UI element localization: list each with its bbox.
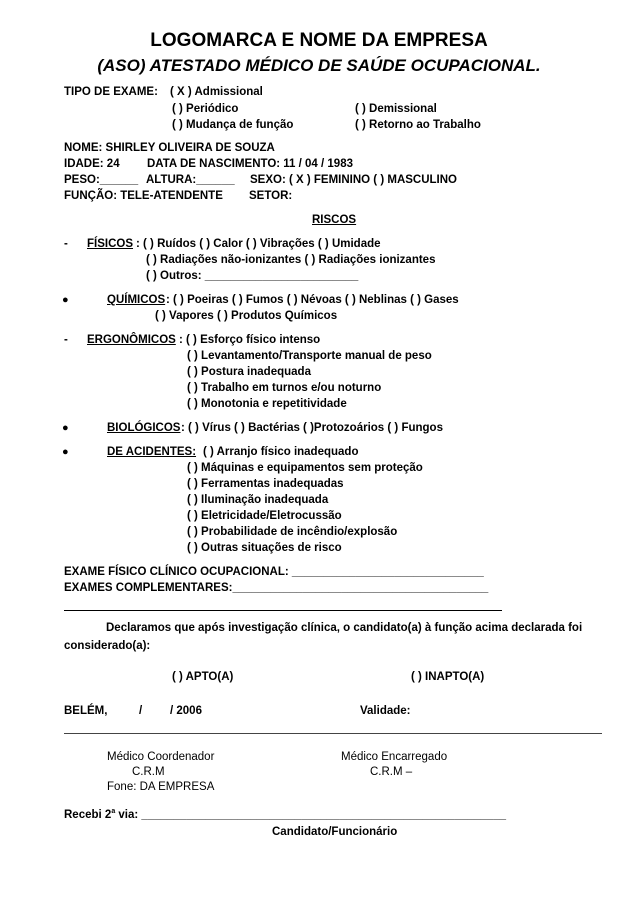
signature-divider (64, 733, 602, 734)
acidentes-item[interactable]: ( ) Máquinas e equipamentos sem proteção (187, 462, 423, 474)
declaration-line-1: Declaramos que após investigação clínica, o candidato(a) à função acima declarada foi (106, 622, 583, 634)
person-sex[interactable]: SEXO: ( X ) FEMININO ( ) MASCULINO (250, 174, 457, 186)
exam-type-label: TIPO DE EXAME: (64, 86, 158, 98)
acidentes-item[interactable]: ( ) Eletricidade/Eletrocussão (187, 510, 342, 522)
person-height-field[interactable]: ALTURA:______ (146, 174, 235, 186)
exam-type-mudanca[interactable]: ( ) Mudança de função (172, 119, 294, 131)
person-sector: SETOR: (249, 190, 293, 202)
receipt-field[interactable] (64, 808, 506, 823)
coordinator-title: Médico Coordenador (107, 751, 215, 763)
acidentes-item[interactable]: ( ) Outras situações de risco (187, 542, 342, 554)
receipt-superscript: a (111, 808, 116, 815)
biologicos-bullet-icon: ● (62, 422, 69, 434)
exam-type-retorno[interactable]: ( ) Retorno ao Trabalho (355, 119, 481, 131)
place-city: BELÉM, (64, 705, 108, 717)
ergonomicos-item[interactable]: ( ) Monotonia e repetitividade (187, 398, 347, 410)
validade-label: Validade: (360, 705, 411, 717)
acidentes-item[interactable]: ( ) Arranjo físico inadequado (203, 446, 359, 458)
date-day-separator: / (139, 705, 143, 717)
acidentes-item[interactable]: ( ) Probabilidade de incêndio/explosão (187, 526, 398, 538)
result-inapto[interactable]: ( ) INAPTO(A) (411, 671, 485, 683)
biologicos-line-1[interactable]: : ( ) Vírus ( ) Bactérias ( )Protozoários ( ) Fungos (181, 422, 443, 434)
responsible-crm: C.R.M – (370, 766, 413, 778)
declaration-line-2: considerado(a): (64, 640, 151, 652)
coordinator-phone: Fone: DA EMPRESA (107, 781, 215, 793)
acidentes-item[interactable]: ( ) Iluminação inadequada (187, 494, 329, 506)
blank-line[interactable] (64, 610, 502, 611)
ergonomicos-item[interactable]: : ( ) Esforço físico intenso (179, 334, 321, 346)
date-year: / 2006 (170, 705, 202, 717)
page-subtitle: (ASO) ATESTADO MÉDICO DE SAÚDE OCUPACIONAL. (97, 56, 541, 75)
receipt-line[interactable]: via: _________________________________________________________ (115, 808, 506, 821)
person-function: FUNÇÃO: TELE-ATENDENTE (64, 190, 223, 202)
coordinator-crm: C.R.M (132, 766, 165, 778)
quimicos-line-1[interactable]: : ( ) Poeiras ( ) Fumos ( ) Névoas ( ) Neblinas ( ) Gases (166, 294, 459, 306)
ergonomicos-label: ERGONÔMICOS (87, 334, 176, 346)
ergonomicos-item[interactable]: ( ) Levantamento/Transporte manual de peso (187, 350, 432, 362)
person-birthdate: DATA DE NASCIMENTO: 11 / 04 / 1983 (147, 158, 353, 170)
ergonomicos-item[interactable]: ( ) Trabalho em turnos e/ou noturno (187, 382, 382, 394)
exame-fisico-field[interactable]: EXAME FÍSICO CLÍNICO OCUPACIONAL: ______________________________ (64, 566, 484, 578)
exam-type-demissional[interactable]: ( ) Demissional (355, 103, 437, 115)
ergonomicos-item[interactable]: ( ) Postura inadequada (187, 366, 311, 378)
ergonomicos-dash: - (64, 334, 68, 346)
fisicos-dash: - (64, 238, 68, 250)
receipt-caption: Candidato/Funcionário (272, 826, 398, 838)
acidentes-label: DE ACIDENTES: (107, 446, 197, 458)
exames-complementares-field[interactable]: EXAMES COMPLEMENTARES:________________________________________ (64, 582, 489, 594)
result-apto[interactable]: ( ) APTO(A) (172, 671, 234, 683)
fisicos-line-3[interactable]: ( ) Outros: ________________________ (146, 270, 359, 282)
quimicos-label: QUÍMICOS (107, 294, 166, 306)
person-name: NOME: SHIRLEY OLIVEIRA DE SOUZA (64, 142, 275, 154)
fisicos-line-1[interactable]: : ( ) Ruídos ( ) Calor ( ) Vibrações ( ) Umidade (136, 238, 381, 250)
person-weight-field[interactable]: PESO:______ (64, 174, 139, 186)
exam-type-periodico[interactable]: ( ) Periódico (172, 103, 239, 115)
person-age: IDADE: 24 (64, 158, 120, 170)
biologicos-label: BIOLÓGICOS (107, 422, 181, 434)
fisicos-label: FÍSICOS (87, 238, 134, 250)
page-title: LOGOMARCA E NOME DA EMPRESA (150, 30, 488, 51)
receipt-label: Recebi 2 (64, 808, 112, 821)
quimicos-line-2[interactable]: ( ) Vapores ( ) Produtos Químicos (155, 310, 338, 322)
acidentes-item[interactable]: ( ) Ferramentas inadequadas (187, 478, 344, 490)
responsible-title: Médico Encarregado (341, 751, 448, 763)
exam-type-admissional[interactable]: ( X ) Admissional (170, 86, 263, 98)
acidentes-bullet-icon: ● (62, 446, 69, 458)
quimicos-bullet-icon: ● (62, 294, 69, 306)
fisicos-line-2[interactable]: ( ) Radiações não-ionizantes ( ) Radiações ionizantes (146, 254, 436, 266)
riscos-heading: RISCOS (312, 214, 357, 226)
